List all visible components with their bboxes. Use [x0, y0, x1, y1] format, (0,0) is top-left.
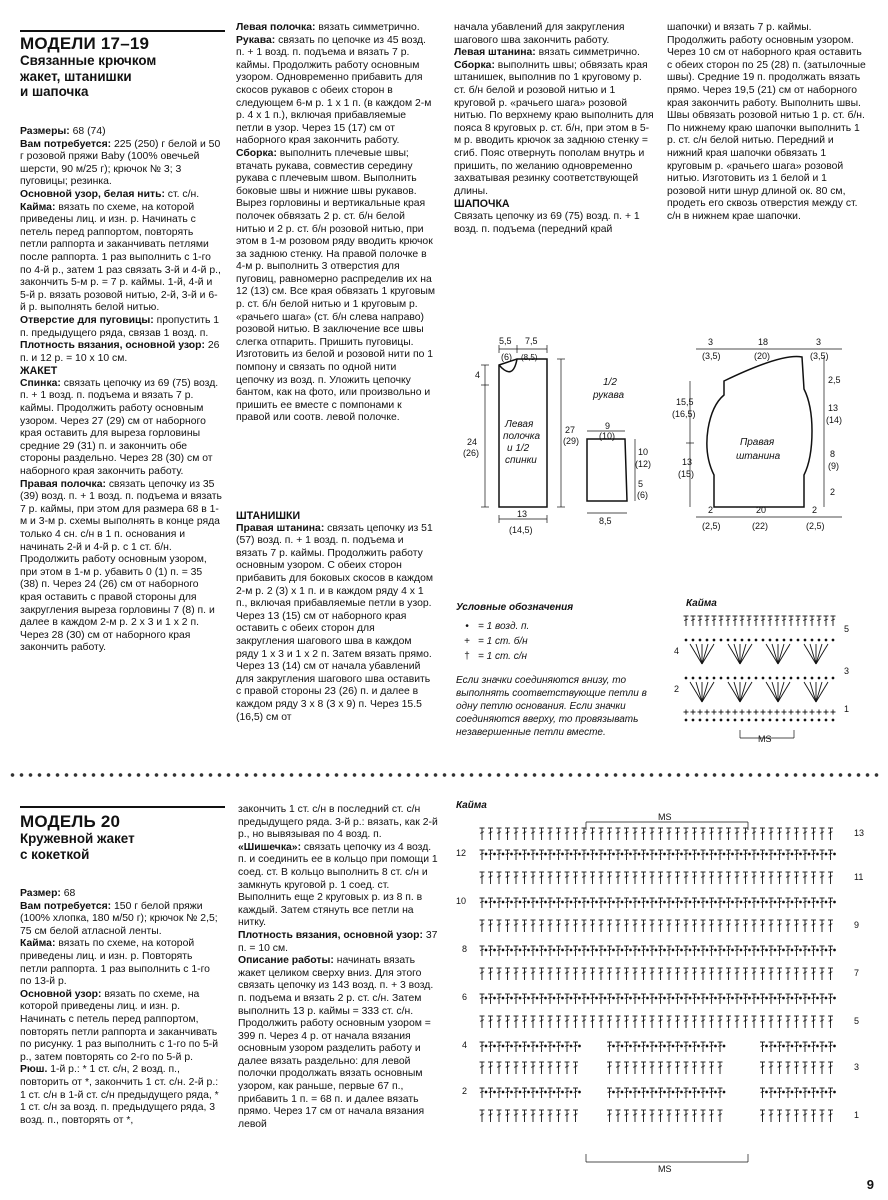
paragraph — [20, 139, 223, 189]
paragraph — [20, 901, 220, 939]
legend-note: Если значки соединяются внизу, то выполнять соответствующие петли в одну петлю основания. Если значки соединяются вверху, то провязывать незавершенные петли вместе. — [456, 675, 647, 738]
trousers-b-22: (22) — [752, 521, 769, 531]
paragraph — [454, 22, 654, 47]
trousers-r-9: (9) — [828, 461, 839, 471]
border-2-row-label-right: 11 — [854, 872, 864, 882]
model1-subtitle-1: Связанные крючком — [20, 53, 157, 68]
paragraph-text: вязать по схеме, на которой приведены лиц. и изн. р. Начинать с петель перед раппортом, повторять петли раппорта и заканчивать по рисунку. 1 раз выполнить с 1-го по 5-й р., затем повторять со 2-го по 5-й р. — [20, 988, 219, 1063]
paragraph-text: пропустить 1 п. предыдущего ряда, связав 1 возд. п. — [20, 314, 220, 339]
paragraph-lead: Плотность вязания, основной узор: — [20, 340, 205, 352]
paragraph-text: связать цепочку из 51 (57) возд. п. + 1 возд. п. подъема и вязать 7 р. каймы. Продолжить работу основным узором. С обеих сторон прибавить для боковых скосов в каждом 2-м р. 2 (3) х 1 п. и в каждом ряду 4 х 1 п., включая прибавляемые петли в узор. Через 13 (15) см от наборного края оставить с обеих сторон для закругления шагового шва в каждом ряду 1 х 3 и 1 х 2 п. Затем вязать прямо. Через 13 (14) см от начала убавлений для закругления шагового шва оставить с правой стороны 23 (26) п. и далее в каждом ряду 3 х 8 (3 х 9) п. Через 15.5 (16,5) см от — [236, 522, 433, 723]
paragraph — [20, 1064, 220, 1127]
paragraph — [20, 479, 223, 655]
pattern-top-a: 5,5 — [499, 336, 512, 346]
trousers-b-2: 2 — [708, 505, 714, 515]
section-heading: ЖАКЕТ — [20, 365, 58, 378]
legend-item-dc — [456, 649, 666, 664]
dc-symbol-icon: † — [464, 651, 470, 662]
model2-subtitle-1: Кружевной жакет — [20, 831, 135, 846]
model2-column-2 — [238, 804, 438, 1131]
model2-title: МОДЕЛЬ 20 — [20, 812, 121, 831]
trousers-r-25: 2,5 — [828, 375, 841, 385]
trousers-r-14: (14) — [826, 415, 843, 425]
model1-subtitle-2: жакет, штанишки — [20, 68, 132, 84]
pattern-h-26: (26) — [463, 448, 480, 458]
pattern-bot-13: 13 — [517, 509, 528, 519]
trousers-b-2b: 2 — [812, 505, 818, 515]
paragraph-lead: Основной узор, белая нить: — [20, 188, 165, 200]
chain-symbol-icon: • — [465, 621, 469, 632]
sleeve-12: (12) — [635, 459, 652, 469]
paragraph-text: 26 п. и 12 р. = 10 х 10 см. — [20, 340, 220, 364]
section-divider — [8, 772, 880, 778]
model1-column-4 — [667, 22, 867, 224]
legend-item-dc-label: = 1 ст. с/н — [478, 651, 528, 662]
paragraph — [20, 989, 220, 1065]
border-1-row-5: 5 — [844, 624, 850, 634]
pattern-top-b2: (8,5) — [521, 353, 538, 362]
paragraph-lead: Сборка: — [454, 59, 495, 71]
paragraph-lead: Правая полочка: — [20, 478, 106, 490]
paragraph-text: выполнить швы; обвязать края штанишек, выполнив по 1 круговому р. ст. б/н белой и розовой нитью и 1 круговой р. «рачьего шага» розовой нитью. По верхнему краю выполнить для пояса 8 круговых р. ст. б/н, при этом в 5-м р. вводить крючок за заднюю стенку = сгиб. Пояс отвернуть пополам внутрь и пришить, по желанию одновременно захватывая резинку соответствующей длины. — [454, 59, 654, 197]
sleeve-10b: 10 — [638, 447, 649, 457]
border-2-row-label-right: 7 — [854, 968, 860, 978]
paragraph — [20, 126, 223, 139]
paragraph — [236, 148, 436, 425]
legend-item-sc-label: = 1 ст. б/н — [478, 636, 528, 647]
model2-heading — [20, 812, 230, 862]
paragraph — [454, 211, 654, 236]
border-chart-2 — [456, 810, 876, 1182]
model1-column-2b — [236, 510, 436, 724]
paragraph-text: 37 п. = 10 см. — [238, 929, 438, 954]
border-chart-1-title: Кайма — [686, 598, 717, 609]
paragraph-lead: Левая полочка: — [236, 22, 316, 33]
border-chart-1 — [664, 612, 864, 772]
model1-column-3 — [454, 22, 654, 236]
paragraph-lead: Левая штанина: — [454, 47, 536, 59]
border-1-row-4: 4 — [674, 646, 680, 656]
jacket-pattern-diagram — [455, 335, 655, 545]
model2-subtitle-2: с кокеткой — [20, 846, 90, 862]
model1-column-2a — [236, 22, 436, 425]
paragraph-lead: Рюш. — [20, 1064, 48, 1076]
sleeve-10: (10) — [599, 431, 616, 441]
pattern-piece-3: и 1/2 — [507, 443, 530, 454]
border-2-row-label-left: 2 — [462, 1086, 468, 1096]
pattern-h-4: 4 — [475, 370, 481, 380]
border-2-ms-top: MS — [658, 812, 672, 822]
paragraph — [238, 930, 438, 955]
trousers-pattern-diagram — [672, 335, 872, 540]
paragraph — [238, 804, 438, 842]
trousers-t-35: 3 — [708, 337, 714, 347]
model1-column-1 — [20, 126, 223, 655]
border-1-row-2: 2 — [674, 684, 680, 694]
sleeve-85: 8,5 — [599, 516, 612, 526]
paragraph-lead: Правая штанина: — [236, 522, 325, 534]
paragraph-text: связать по цепочке из 45 возд. п. + 1 возд. п. подъема и вязать 7 р. каймы. Продолжить работу основным узором. Одновременно прибавить для скосов рукавов с обеих сторон в следующем 6-м р. 1 х 1 п. (в каждом 2-м р. 4 х 1 п.), включая прибавляемые петли в узор. Через 15 (17) см от наборного края закончить работу. — [236, 34, 432, 147]
trousers-l-15: (15) — [678, 469, 695, 479]
border-2-row-label-right: 5 — [854, 1016, 860, 1026]
trousers-t-35b: (3,5) — [702, 351, 721, 361]
paragraph-lead: «Шишечка»: — [238, 841, 302, 853]
paragraph-lead: Основной узор: — [20, 988, 102, 1000]
paragraph-lead: Плотность вязания, основной узор: — [238, 929, 423, 941]
paragraph-text: связать цепочку из 4 возд. п. и соединить ее в кольцо при помощи 1 соед. ст. В кольцо выполнить 8 ст. с/н и замкнуть круговой р. 1 соед. ст. Выполнить еще 2 круговых р. из 8 п. в каждый. Затем стянуть все петли на нитку. — [238, 841, 438, 929]
paragraph-lead: Отверстие для пуговицы: — [20, 314, 154, 326]
trousers-l-13: 13 — [682, 457, 693, 467]
trousers-t-35c: 3 — [816, 337, 822, 347]
paragraph-text: вязать по схеме, на которой приведены лиц. и изн. р. Повторять петли раппорта. 1 раз выполнить с 1-го по 13-й р. — [20, 938, 210, 988]
paragraph-lead: Размеры: — [20, 126, 70, 137]
paragraph-text: начинать вязать жакет целиком сверху вниз. Для этого связать цепочку из 143 возд. п. + 3 возд. п. подъема и вязать 2 р. ст. с/н. Затем выполнить 13 р. каймы = 333 ст. с/н. Продолжить работу основным узором = 399 п. Через 4 р. от начала вязания основным узором разделить работу и далее вязать раздельно: для левой полочки продолжать вязать основным узором, как раньше, первые 67 п., прибавить 1 п. = 68 п. и далее вязать прямо. Через 17 см от начала вязания левой — [238, 955, 434, 1130]
paragraph-text: ст. с/н. — [164, 188, 200, 200]
paragraph — [20, 888, 220, 901]
border-2-row-label-right: 3 — [854, 1062, 860, 1072]
sleeve-title-1: 1/2 — [603, 377, 617, 388]
border-2-row-label-left: 12 — [456, 848, 467, 858]
trousers-l-155: 15,5 — [676, 397, 694, 407]
legend-item-chain — [456, 619, 666, 634]
border-1-ms: MS — [758, 734, 772, 744]
border-2-row-label-left: 6 — [462, 992, 468, 1002]
sleeve-title-2: рукава — [593, 390, 625, 401]
pattern-top-b: 7,5 — [525, 336, 538, 346]
section-heading: ШТАНИШКИ — [236, 510, 301, 522]
border-1-row-3: 3 — [844, 666, 850, 676]
model2-column-1 — [20, 888, 220, 1127]
trousers-t-35d: (3,5) — [810, 351, 829, 361]
border-2-row-label-left: 10 — [456, 896, 467, 906]
paragraph — [236, 523, 436, 725]
symbol-legend — [456, 600, 666, 739]
section-heading: ШАПОЧКА — [454, 198, 510, 211]
paragraph — [454, 60, 654, 199]
pattern-piece-4: спинки — [505, 455, 537, 466]
pattern-top-a2: (6) — [501, 352, 512, 362]
paragraph-lead: Вам потребуется: — [20, 900, 112, 912]
paragraph — [238, 955, 438, 1131]
page-number: 9 — [866, 1177, 874, 1192]
paragraph-text: связать цепочку из 69 (75) возд. п. + 1 возд. п. подъема и вязать 7 р. каймы. Продолжить работу основным узором. Через 27 (29) см от наборного края оставить для выреза горловины средние 29 (31) п. и закончить обе стороны раздельно. Через 28 (30) см от наборного края закончить работу. — [20, 377, 219, 478]
trousers-piece-1: Правая — [740, 437, 775, 448]
pattern-h-27: 27 — [565, 425, 576, 435]
sleeve-9: 9 — [605, 421, 611, 431]
sleeve-5: 5 — [638, 479, 644, 489]
paragraph-text: 150 г белой пряжи (100% хлопка, 180 м/50 г); крючок № 2,5; 75 см белой атласной ленты. — [20, 900, 218, 937]
model1-title-rule — [20, 30, 225, 32]
paragraph-lead: Сборка: — [236, 147, 277, 159]
paragraph-text: 1-й р.: * 1 ст. с/н, 2 возд. п., повторить от *, закончить 1 ст. с/н. 2-й р.: 1 ст. с/н в 1-й ст. с/н предыдущего ряда, * 1 ст. с/н за возд. п. предыдущего ряда, 3 возд. п., повторять от *, — [20, 1064, 219, 1126]
sleeve-6: (6) — [637, 490, 648, 500]
pattern-bot-145: (14,5) — [509, 525, 533, 535]
border-1-row-1: 1 — [844, 704, 850, 714]
paragraph-lead: Описание работы: — [238, 955, 334, 967]
paragraph-lead: Кайма: — [20, 201, 56, 213]
pattern-piece-1: Левая — [505, 419, 534, 430]
model1-heading — [20, 34, 220, 100]
trousers-r-13: 13 — [828, 403, 839, 413]
paragraph — [20, 938, 220, 988]
model1-title: МОДЕЛИ 17–19 — [20, 34, 150, 53]
paragraph — [236, 22, 436, 35]
paragraph-text: вязать симметрично. — [535, 47, 640, 59]
border-2-row-label-right: 13 — [854, 828, 865, 838]
paragraph-text: Связать цепочку из 69 (75) возд. п. + 1 возд. п. подъема (передний край — [454, 210, 640, 235]
border-2-row-label-left: 4 — [462, 1040, 468, 1050]
paragraph — [20, 189, 223, 202]
trousers-b-25: (2,5) — [702, 521, 721, 531]
legend-item-chain-label: = 1 возд. п. — [478, 621, 530, 632]
border-2-row-label-right: 1 — [854, 1110, 860, 1120]
paragraph — [667, 22, 867, 224]
border-2-row-label-left: 8 — [462, 944, 468, 954]
paragraph — [20, 202, 223, 315]
trousers-b-25b: (2,5) — [806, 521, 825, 531]
paragraph — [20, 340, 223, 365]
trousers-l-165: (16,5) — [672, 409, 696, 419]
trousers-t-20: (20) — [754, 351, 771, 361]
paragraph-text: 68 — [60, 888, 76, 899]
paragraph-lead: Спинка: — [20, 377, 61, 389]
paragraph — [20, 378, 223, 479]
paragraph-lead: Рукава: — [236, 34, 276, 46]
paragraph — [20, 315, 223, 340]
legend-title: Условные обозначения — [456, 602, 574, 613]
paragraph-text: начала убавлений для закругления шагового шва закончить работу. — [454, 22, 625, 46]
paragraph — [236, 35, 436, 148]
model2-title-rule — [20, 806, 225, 808]
paragraph-lead: Размер: — [20, 888, 61, 899]
trousers-r-2: 2 — [830, 487, 836, 497]
paragraph — [454, 47, 654, 60]
paragraph-lead: Вам потребуется: — [20, 138, 112, 150]
border-2-ms-bottom: MS — [658, 1164, 672, 1174]
paragraph-text: закончить 1 ст. с/н в последний ст. с/н предыдущего ряда. 3-й р.: вязать, как 2-й р., но вывязывая по 4 возд. п. — [238, 804, 438, 841]
paragraph-text: 68 (74) — [69, 126, 106, 137]
paragraph-text: шапочки) и вязать 7 р. каймы. Продолжить работу основным узором. Через 10 см от наборного края оставить с обеих сторон по 25 (28) п. (затылочные швы). Средние 19 п. продолжать вязать прямо. Через 19,5 (21) см от наборного края закончить работу. Выполнить швы. Швы обвязать розовой нитью 1 р. ст. б/н. По нижнему краю шапочки выполнить 1 р. ст. с/н белой нитью. Передний и нижний края шапочки обвязать 1 круговым р. «рачьего шага» розовой нитью. Изготовить из 1 белой и 1 розовой нити шнур длиной ок. 80 см, продеть его сквозь отверстия между ст. с/н в нижнем крае шапочки. — [667, 22, 866, 222]
pattern-h-29: (29) — [563, 436, 580, 446]
paragraph-text: выполнить плечевые швы; втачать рукава, совместив середину рукава с плечевым швом. Выполнить боковые швы и нижние швы рукавов. Вырез горловины и вертикальные края полочек обвязать 2 р. ст. б/н белой нитью и 2 р. ст. б/н розовой нитью, при этом в 1-м розовом ряду вводить крючок за заднюю стенку. На правой полочке в 4-м р. выполнить 3 отверстия для пуговиц, равномерно распределив их на 12 (13) см. Все края обвязать 1 круговым р. ст. б/н белой нитью и 1 круговым р. «рачьего шага» (ст. б/н слева направо) розовой нитью. В заключение все швы слегка отпарить. Пришить пуговицы. Изготовить из белой и розовой нити по 1 помпону и связать по одной нити цепочку из возд. п. Уложить цепочку бантом, как на фото, или произвольно и пришить ее вместе с помпонами к правой или соотв. левой полочке. — [236, 147, 436, 424]
trousers-t-18: 18 — [758, 337, 769, 347]
legend-item-sc — [456, 634, 666, 649]
paragraph-text: 225 (250) г белой и 50 г розовой пряжи Baby (100% овечьей шерсти, 90 м/25 г); крючок № 3; 3 пуговицы; резинка. — [20, 138, 221, 188]
paragraph-text: вязать по схеме, на которой приведены лиц. и изн. р. Начинать с петель перед раппортом, повторять петли раппорта и заканчивать петлями после раппорта. 1 раз выполнить с 1-го по 4-й р., затем 1 раз связать 3-й и 4-й р., закончить 5-м р. = 7 р. каймы. 1-й, 4-й и 5-й р. вязать розовой нитью, 2-й, 3-й и 6-й р. выполнять белой нитью. — [20, 201, 221, 314]
paragraph-text: вязать симметрично. — [315, 22, 420, 33]
sc-symbol-icon: + — [464, 636, 470, 647]
pattern-piece-2: полочка — [503, 431, 541, 442]
pattern-h-24: 24 — [467, 437, 478, 447]
model1-subtitle-3: и шапочка — [20, 84, 89, 99]
trousers-b-20: 20 — [756, 505, 767, 515]
paragraph-lead: Кайма: — [20, 938, 56, 950]
trousers-piece-2: штанина — [736, 451, 781, 462]
border-2-row-label-right: 9 — [854, 920, 860, 930]
paragraph — [238, 842, 438, 930]
border-chart-2-title: Кайма — [456, 800, 487, 811]
paragraph-text: связать цепочку из 35 (39) возд. п. + 1 возд. п. подъема и вязать 7 р. каймы, при этом для размера 68 в 1-м и 3-м р. схемы выполнять в конце ряда только 4 сн. с/н в 1 п. основания и начинать 2-й и 4-й р. с 1 ст. б/н. Продолжить работу основным узором, при этом в 1-м р. убавить 0 (1) п. = 35 (38) п. Через 24 (26) см от наборного края оставить с правой стороны для закругления выреза горловины 7 (8) п. и далее в каждом 2-м р. 2 х 3 и 1 х 2 п. Через 28 (30) см от наборного края закончить работу. — [20, 478, 222, 654]
trousers-r-8: 8 — [830, 449, 836, 459]
